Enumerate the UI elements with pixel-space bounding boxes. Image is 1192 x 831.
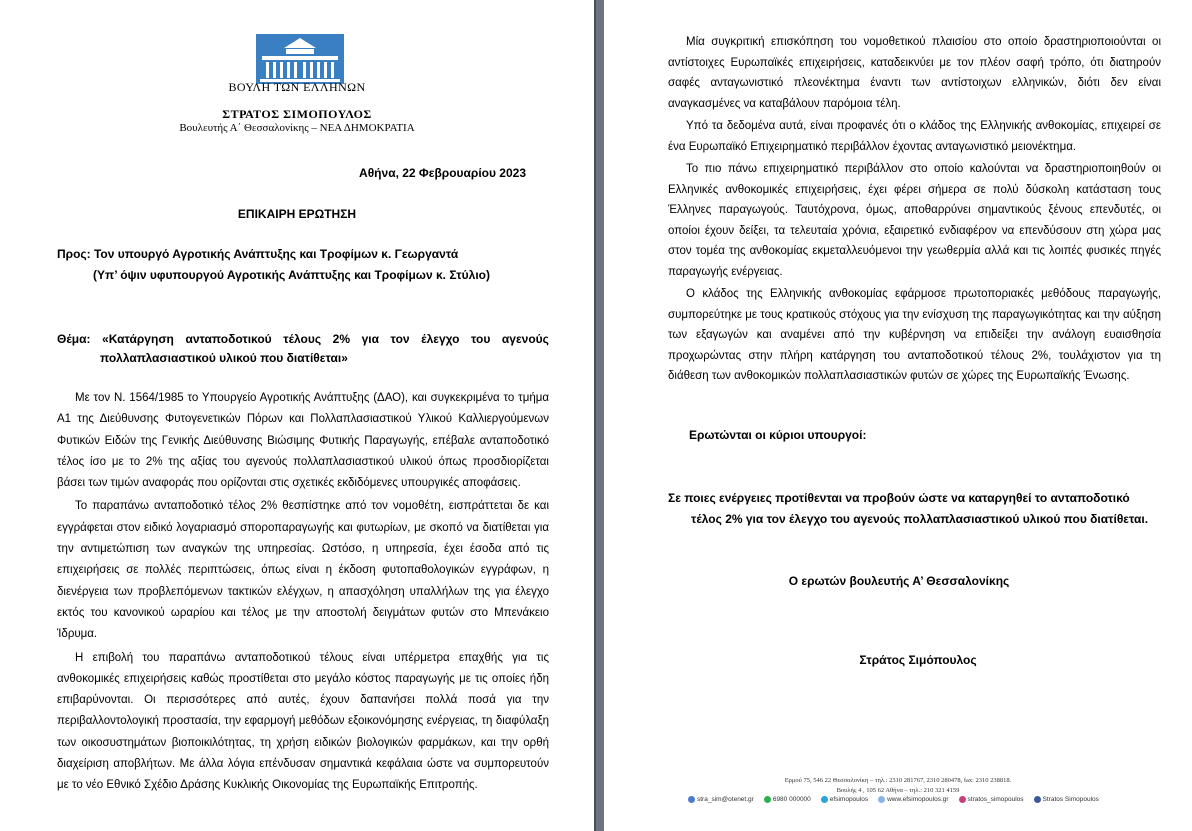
signature-name: Στράτος Σιμόπουλος xyxy=(859,653,977,667)
subject-word: έλεγχο xyxy=(421,332,460,346)
footer-facebook-text: Stratos Simopoulos xyxy=(1042,796,1099,803)
body-paragraph: Υπό τα δεδομένα αυτά, είναι προφανές ότι ο κλάδος της Ελληνικής ανθοκομίας, επιχειρεί σε ένα Ευρωπαϊκό Επιχειρηματικό περιβάλλον έχοντας ανταγωνιστικό μειονέκτημα. xyxy=(668,120,1161,153)
subject-word: «Κατάργηση xyxy=(102,332,174,346)
body-left xyxy=(57,388,549,799)
page-separator xyxy=(594,0,604,831)
document-page-left xyxy=(0,0,594,831)
facebook-icon xyxy=(1034,796,1041,803)
footer-address-line-2: Βουλής 4 , 105 62 Αθήνα – τηλ.: 210 321 4159 xyxy=(836,787,960,794)
document-type: ΕΠΙΚΑΙΡΗ ΕΡΩΤΗΣΗ xyxy=(237,207,357,221)
body-right xyxy=(668,32,1161,389)
footer-phone-text: 6980 000000 xyxy=(772,796,811,803)
footer-skype[interactable] xyxy=(821,796,868,803)
footer-skype-text: efsimopoulos xyxy=(829,796,869,803)
footer-web[interactable] xyxy=(878,796,948,803)
instagram-icon xyxy=(959,796,966,803)
skype-icon xyxy=(821,796,828,803)
body-paragraph: Μία συγκριτική επισκόπηση του νομοθετικού πλαισίου στο οποίο δραστηριοποιούνται οι αντίστοιχες Ευρωπαϊκές επιχειρήσεις, καταδεικνύει με τον πλέον σαφή τρόπο, ότι διατηρούν σαφές ανταγωνιστικό πλεονέκτημα έναντι των αντίστοιχων ελληνικών, διότι δεν είναι αναγκασμένες να καταβάλουν παρόμοια τέλη. xyxy=(668,36,1161,110)
parliament-name: ΒΟΥΛΗ ΤΩΝ ΕΛΛΗΝΩΝ xyxy=(228,80,366,94)
subject-word: για xyxy=(361,332,379,346)
document-date: Αθήνα, 22 Φεβρουαρίου 2023 xyxy=(359,166,526,180)
subject-line-1 xyxy=(57,330,549,349)
footer-facebook[interactable] xyxy=(1034,796,1099,803)
footer-address xyxy=(604,776,1192,796)
footer-web-text: www.efsimopoulos.gr xyxy=(887,796,949,803)
phone-icon xyxy=(764,796,771,803)
question-text xyxy=(668,488,1161,530)
body-paragraph: Η επιβολή του παραπάνω ανταποδοτικού τέλους είναι υπέρμετρα επαχθής για τις ανθοκομικές επιχειρήσεις καθώς προστίθεται στο μεγάλο κόστος παραγωγής με τις οποίες ήδη επιβαρύνονται. Οι περισσότερες από αυτές, έχουν δαπανήσει πολλά ποσά για την περιβαλλοντολογική προστασία, την εφαρμογή μεθόδων εξοικονόμησης ενέργειας, τη διαφύλαξη των οικοσυστημάτων βιοποικιλότητας, τη χρήση ειδικών βιολογικών φαρμάκων, και την ορθή διαχείριση αποβλήτων. Με άλλα λόγια επένδυσαν σημαντικά κεφάλαια ώστε να συμπορευτούν με το νέο Εθνικό Σχέδιο Δράσης Κυκλικής Οικονομίας της Ευρωπαϊκής Επιτροπής. xyxy=(57,651,549,792)
subject-line-2: πολλαπλασιαστικού υλικού που διατίθεται» xyxy=(100,351,348,365)
mp-role: Βουλευτής Α΄ Θεσσαλονίκης – ΝΕΑ ΔΗΜΟΚΡΑΤΙΑ xyxy=(179,122,415,134)
recipient-line: Προς: Τον υπουργό Αγροτικής Ανάπτυξης και Τροφίμων κ. Γεωργαντά xyxy=(57,247,459,261)
subject-word: τον xyxy=(390,332,410,346)
footer-contacts xyxy=(688,796,1108,803)
body-paragraph: Με τον Ν. 1564/1985 το Υπουργείο Αγροτικής Ανάπτυξης (ΔΑΟ), και συγκεκριμένα το τμήμα Α1 της Διεύθυνσης Φυτογενετικών Πόρων και Πολλαπλασιαστικού Υλικού Καλλιεργούμενων Φυτικών Ειδών της Γενικής Διεύθυνσης Βιώσιμης Φυτικής Παραγωγής, επέβαλε ανταποδοτικό τέλος ίσο με το 2% της αξίας του αγενούς πολλαπλασιαστικού υλικού όπως προσδιορίζεται βάσει των τιμών αναφοράς που ορίζονται στις σχετικές εκδιδόμενες υπουργικές αποφάσεις. xyxy=(57,392,549,490)
subject-word: αγενούς xyxy=(501,332,549,346)
question-line-1: Σε ποιες ενέργειες προτίθενται να προβούν ώστε να καταργηθεί το ανταποδοτικό xyxy=(668,491,1130,505)
subject-label: Θέμα: xyxy=(57,332,91,346)
footer-email[interactable] xyxy=(688,796,754,803)
subject-word: ανταποδοτικού xyxy=(185,332,272,346)
footer-address-line-1: Ερμού 75, 546 22 Θεσσαλονίκη – τηλ.: 2310 281767, 2310 280478, fax: 2310 238818. xyxy=(784,777,1012,784)
email-icon xyxy=(688,796,695,803)
globe-icon xyxy=(878,796,885,803)
document-page-right xyxy=(604,0,1192,831)
footer-email-text: stra_sim@otenet.gr xyxy=(697,796,754,803)
question-line-2: τέλος 2% για τον έλεγχο του αγενούς πολλαπλασιαστικού υλικού που διατίθεται. xyxy=(691,512,1149,526)
footer-phone[interactable] xyxy=(764,796,811,803)
mp-name: ΣΤΡΑΤΟΣ ΣΙΜΟΠΟΥΛΟΣ xyxy=(222,107,372,121)
subject-word: τέλους xyxy=(283,332,322,346)
body-paragraph: Το πιο πάνω επιχειρηματικό περιβάλλον στο οποίο καλούνται να δραστηριοποιηθούν οι Ελληνικές ανθοκομικές επιχειρήσεις, έχει φέρει σήμερα σε πολύ δύσκολη κατάσταση τους Έλληνες παραγωγούς. Ταυτόχρονα, όμως, αποθαρρύνει σημαντικούς ξένους επενδυτές, οι οποίοι έχουν δείξει, τα τελευταία χρόνια, εξαιρετικό ενδιαφέρον να επενδύσουν στη χώρα μας στον τομέα της ανθοκομίας εκμεταλλευόμενοι την γεωθερμία αλλά και τις λοιπές φυσικές πηγές παραγωγής ενέργειας. xyxy=(668,163,1161,278)
question-intro: Ερωτώνται οι κύριοι υπουργοί: xyxy=(689,428,867,442)
subject xyxy=(57,330,549,368)
footer-instagram[interactable] xyxy=(959,796,1024,803)
body-paragraph: Ο κλάδος της Ελληνικής ανθοκομίας εφάρμοσε πρωτοποριακές μεθόδους παραγωγής, συμπορεύτηκε με τους κρατικούς στόχους για την ενίσχυση της παραγωγικότητας και την αύξηση των εξαγωγών και αναμένει από την κυβέρνηση να επιδείξει την ανάλογη ευαισθησία προχωρώντας στην πλήρη κατάργηση του ανταποδοτικού τέλους 2%, τουλάχιστον για τη διάθεση των ανθοκομικών πολλαπλασιαστικών φυτών σε χώρες της Ευρωπαϊκής Ένωσης. xyxy=(668,288,1161,382)
subject-word: 2% xyxy=(332,332,350,346)
page-separator-edge xyxy=(594,0,596,831)
recipient-note: (Υπ’ όψιν υφυπουργού Αγροτικής Ανάπτυξης και Τροφίμων κ. Στύλιο) xyxy=(93,268,490,282)
subject-word: του xyxy=(471,332,491,346)
footer-instagram-text: stratos_simopoulos xyxy=(967,796,1024,803)
parliament-logo xyxy=(256,34,344,84)
body-paragraph: Το παραπάνω ανταποδοτικό τέλος 2% θεσπίστηκε από τον νομοθέτη, εισπράττεται δε και εγγράφεται στον ειδικό λογαριασμό σποροπαραγωγής και φυτωρίων, με σκοπό να διατίθεται για την αντιμετώπιση των αναγκών της υπηρεσίας. Ωστόσο, η υπηρεσία, έχει έσοδα από τις επιχειρήσεις σε πολλές περιπτώσεις, όπως είναι η έκδοση φυτοπαθολογικών εγγράφων, η διενέργεια των προβλεπόμενων τακτικών ελέγχων, η απασχόληση υπαλλήλων της για έλεγχο εκτός του κανονικού ωραρίου και τέλος με την αποστολή δειγμάτων φυτών στο Μπενάκειο Ίδρυμα. xyxy=(57,500,549,641)
signature-title: Ο ερωτών βουλευτής Α’ Θεσσαλονίκης xyxy=(788,574,1010,588)
